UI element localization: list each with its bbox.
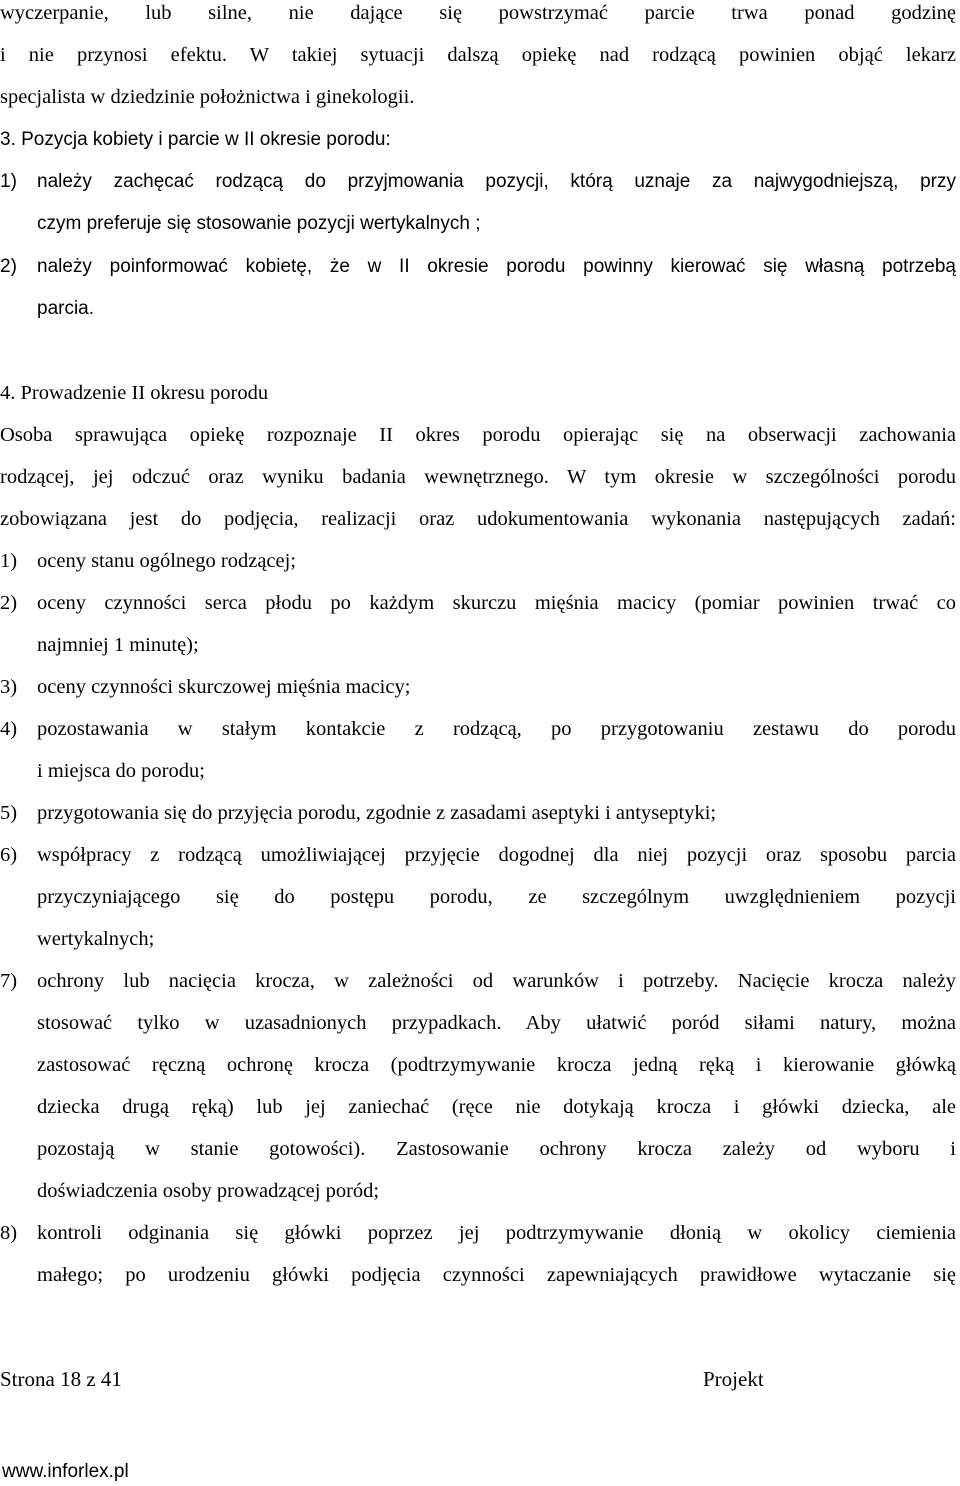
section-4-item-4-line-1: pozostawania w stałym kontakcie z rodzącą, po przygotowaniu zestawu do porodu: [37, 718, 956, 740]
section-4-item-7-line-3: zastosować ręczną ochronę krocza (podtrzymywanie krocza jedną ręką i kierowanie główką: [37, 1054, 956, 1076]
section-4-item-1-number: 1): [0, 550, 18, 572]
section-4-item-3-number: 3): [0, 676, 18, 698]
section-3-item-2-line-1: należy poinformować kobietę, że w II okresie porodu powinny kierować się własną potrzebą: [37, 256, 956, 277]
intro-line-2: i nie przynosi efektu. W takiej sytuacji dalszą opiekę nad rodzącą powinien objąć lekarz: [0, 44, 956, 66]
section-4-item-2-number: 2): [0, 592, 18, 614]
section-3-item-2-number: 2): [0, 256, 17, 277]
section-4-item-6-line-2: przyczyniającego się do postępu porodu, ze szczególnym uwzględnieniem pozycji: [37, 886, 956, 908]
section-3-item-1-line-1: należy zachęcać rodzącą do przyjmowania pozycji, którą uznaje za najwygodniejszą, przy: [37, 171, 956, 192]
section-4-item-5-number: 5): [0, 802, 18, 824]
section-4-item-8-line-2: małego; po urodzeniu główki podjęcia czynności zapewniających prawidłowe wytaczanie się: [37, 1264, 956, 1286]
section-4-item-6-number: 6): [0, 844, 18, 866]
section-4-item-5-line-1: przygotowania się do przyjęcia porodu, zgodnie z zasadami aseptyki i antyseptyki;: [37, 802, 717, 824]
section-4-item-7-line-5: pozostają w stanie gotowości). Zastosowanie ochrony krocza zależy od wyboru i: [37, 1138, 956, 1160]
section-4-heading: 4. Prowadzenie II okresu porodu: [0, 382, 269, 404]
section-4-item-6-line-1: współpracy z rodzącą umożliwiającej przyjęcie dogodnej dla niej pozycji oraz sposobu parcia: [37, 844, 956, 866]
section-3-item-2-line-2: parcia.: [37, 298, 95, 319]
section-4-item-8-line-1: kontroli odginania się główki poprzez jej podtrzymywanie dłonią w okolicy ciemienia: [37, 1222, 956, 1244]
section-4-intro-line-2: rodzącej, jej odczuć oraz wyniku badania wewnętrznego. W tym okresie w szczególności porodu: [0, 466, 956, 488]
section-4-item-7-number: 7): [0, 970, 18, 992]
section-4-item-2-line-2: najmniej 1 minutę);: [37, 634, 199, 656]
document-status: Projekt: [703, 1367, 764, 1391]
section-3-item-1-number: 1): [0, 171, 17, 192]
section-3-item-1-line-2: czym preferuje się stosowanie pozycji wertykalnych ;: [37, 213, 481, 234]
section-4-item-1-line-1: oceny stanu ogólnego rodzącej;: [37, 550, 297, 572]
section-4-item-4-line-2: i miejsca do porodu;: [37, 760, 205, 782]
intro-line-1: wyczerpanie, lub silne, nie dające się powstrzymać parcie trwa ponad godzinę: [0, 2, 956, 24]
section-3-heading: 3. Pozycja kobiety i parcie w II okresie porodu:: [0, 129, 391, 150]
section-4-item-8-number: 8): [0, 1222, 18, 1244]
section-4-item-2-line-1: oceny czynności serca płodu po każdym skurczu mięśnia macicy (pomiar powinien trwać co: [37, 592, 956, 614]
section-4-item-3-line-1: oceny czynności skurczowej mięśnia macicy;: [37, 676, 411, 698]
section-4-intro-line-3: zobowiązana jest do podjęcia, realizacji oraz udokumentowania wykonania następujących zadań:: [0, 508, 956, 530]
section-4-intro-line-1: Osoba sprawująca opiekę rozpoznaje II okres porodu opierając się na obserwacji zachowania: [0, 424, 956, 446]
section-4-item-7-line-6: doświadczenia osoby prowadzącej poród;: [37, 1180, 380, 1202]
page-number: Strona 18 z 41: [0, 1367, 122, 1391]
section-4-item-7-line-4: dziecka drugą ręką) lub jej zaniechać (ręce nie dotykają krocza i główki dziecka, ale: [37, 1096, 956, 1118]
intro-line-3: specjalista w dziedzinie położnictwa i ginekologii.: [0, 86, 415, 108]
section-4-item-6-line-3: wertykalnych;: [37, 928, 155, 950]
section-4-item-4-number: 4): [0, 718, 18, 740]
website-link[interactable]: www.inforlex.pl: [2, 1461, 129, 1482]
section-4-item-7-line-1: ochrony lub nacięcia krocza, w zależności od warunków i potrzeby. Nacięcie krocza należy: [37, 970, 956, 992]
section-4-item-7-line-2: stosować tylko w uzasadnionych przypadkach. Aby ułatwić poród siłami natury, można: [37, 1012, 956, 1034]
